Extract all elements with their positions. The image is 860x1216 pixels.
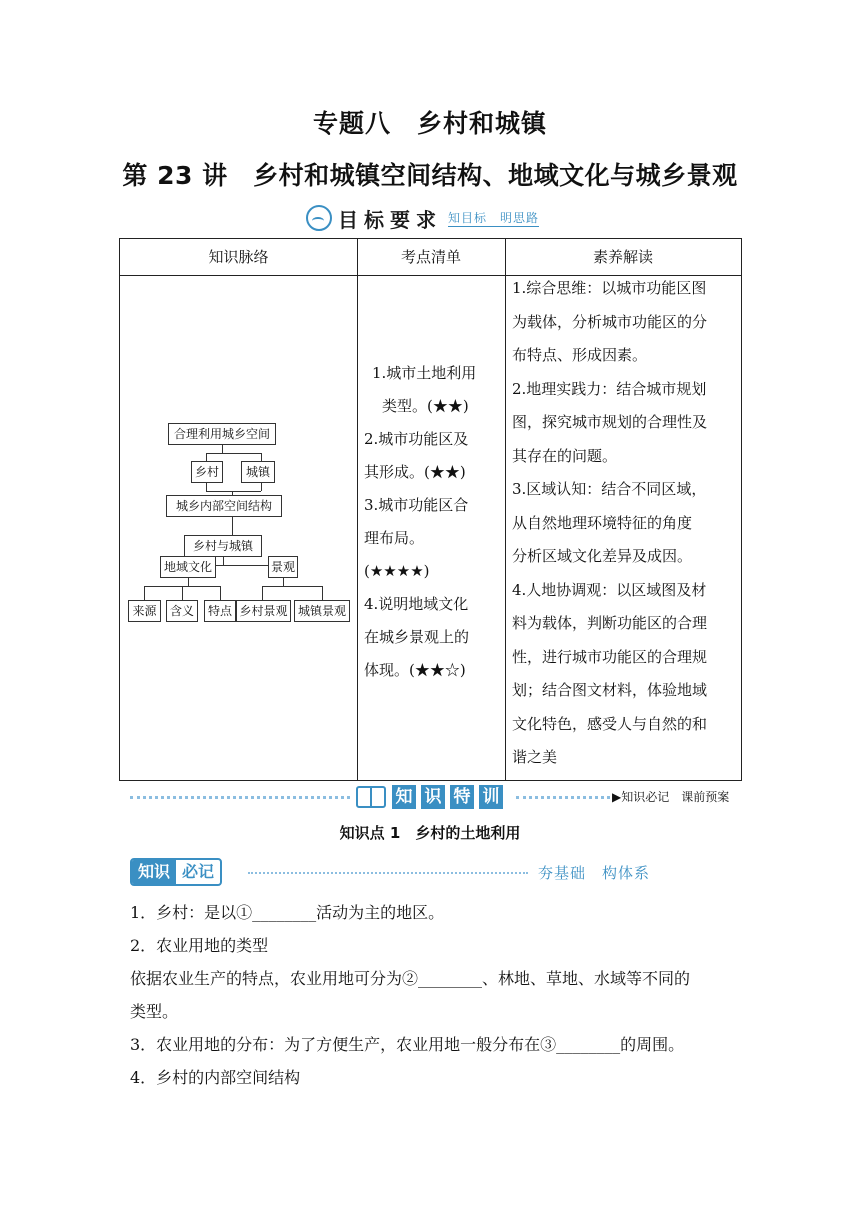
literacy-line: 2.地理实践力：结合城市规划 xyxy=(512,379,707,398)
dotted-rule xyxy=(516,796,610,799)
exam-point-line: 3.城市功能区合 xyxy=(364,496,469,514)
exam-point-line: 其形成。(★★) xyxy=(364,463,466,481)
body-line: 4．乡村的内部空间结构 xyxy=(130,1068,301,1087)
knowledge-point-title: 知识点 1 乡村的土地利用 xyxy=(339,824,521,842)
diagram-node-meaning: 含义 xyxy=(166,600,198,622)
literacy-line: 布特点、形成因素。 xyxy=(512,346,648,364)
section-banner-subtitle: ▶知识必记 课前预案 xyxy=(612,790,730,804)
literacy-line: 图，探究城市规划的合理性及 xyxy=(512,413,708,431)
diagram-node-urban: 城镇 xyxy=(241,461,275,483)
literacy-line: 谐之美 xyxy=(512,748,558,766)
diagram-node-origin: 来源 xyxy=(128,600,161,622)
goals-banner xyxy=(306,204,539,232)
literacy-list xyxy=(512,272,742,775)
tag-subtitle: 夯基础 构体系 xyxy=(538,864,651,882)
exam-point-line: 1.城市土地利用 xyxy=(372,364,477,382)
literacy-line: 从自然地理环境特征的角度 xyxy=(512,513,693,532)
diagram-node-features: 特点 xyxy=(204,600,236,622)
diagram-node-urban-landscape: 城镇景观 xyxy=(294,600,350,622)
diagram-node-rural-urban: 乡村与城镇 xyxy=(184,535,262,557)
literacy-line: 4.人地协调观：以区域图及材 xyxy=(512,580,707,599)
book-icon xyxy=(356,786,386,808)
literacy-line: 1.综合思维：以城市功能区图 xyxy=(512,279,707,297)
body-line: 3．农业用地的分布：为了方便生产，农业用地一般分布在③________的周围。 xyxy=(130,1035,685,1054)
topic-title: 专题八 乡村和城镇 xyxy=(312,109,547,138)
section-banner-char: 训 xyxy=(479,785,503,809)
header-exam-points: 考点清单 xyxy=(400,248,461,266)
body-line: 依据农业生产的特点，农业用地可分为②________、林地、草地、水域等不同的 xyxy=(130,969,691,988)
knowledge-tag-left: 知识 xyxy=(132,860,176,884)
section-banner-char: 特 xyxy=(450,785,474,809)
literacy-line: 其存在的问题。 xyxy=(512,446,618,465)
literacy-line: 划；结合图文材料，体验地域 xyxy=(512,681,708,699)
diagram-node-rural: 乡村 xyxy=(191,461,223,483)
exam-point-line: (★★★★) xyxy=(364,562,430,580)
diagram-node-structure: 城乡内部空间结构 xyxy=(166,495,282,517)
literacy-line: 料为载体，判断功能区的合理 xyxy=(512,614,708,632)
header-knowledge: 知识脉络 xyxy=(208,248,269,266)
literacy-line: 性，进行城市功能区的合理规 xyxy=(512,647,708,666)
exam-point-line: 体现。(★★☆) xyxy=(364,661,466,679)
dotted-rule xyxy=(248,872,528,874)
diagram-node-culture: 地域文化 xyxy=(160,556,216,578)
lecture-title: 第 23 讲 乡村和城镇空间结构、地域文化与城乡景观 xyxy=(122,161,738,190)
goals-banner-subtitle: 知目标 明思路 xyxy=(448,211,540,225)
diagram-node-rural-landscape: 乡村景观 xyxy=(236,600,291,622)
target-icon xyxy=(306,205,332,231)
goals-banner-title: 目标要求 xyxy=(338,207,442,232)
dotted-rule xyxy=(130,796,350,799)
literacy-line: 分析区域文化差异及成因。 xyxy=(512,547,693,565)
exam-point-line: 类型。(★★) xyxy=(382,397,469,415)
body-line: 类型。 xyxy=(130,1002,179,1021)
knowledge-tag xyxy=(130,858,222,886)
section-banner xyxy=(356,784,508,810)
header-literacy: 素养解读 xyxy=(592,248,653,266)
section-banner-char: 识 xyxy=(421,785,445,809)
section-banner-char: 知 xyxy=(392,785,416,809)
body-line: 1．乡村：是以①________活动为主的地区。 xyxy=(130,903,445,922)
body-line: 2．农业用地的类型 xyxy=(130,936,269,955)
exam-point-line: 在城乡景观上的 xyxy=(364,628,470,646)
knowledge-tag-right: 必记 xyxy=(182,862,215,881)
knowledge-diagram xyxy=(128,419,358,629)
diagram-node-landscape: 景观 xyxy=(268,556,298,578)
goals-table xyxy=(119,238,742,781)
literacy-line: 3.区域认知：结合不同区域， xyxy=(512,480,707,498)
body-text xyxy=(130,896,740,1094)
exam-point-line: 理布局。 xyxy=(364,529,425,547)
exam-point-line: 4.说明地域文化 xyxy=(364,595,469,613)
exam-point-line: 2.城市功能区及 xyxy=(364,430,469,448)
literacy-line: 为载体，分析城市功能区的分 xyxy=(512,312,708,331)
literacy-line: 文化特色，感受人与自然的和 xyxy=(512,714,708,733)
diagram-node-top: 合理利用城乡空间 xyxy=(168,423,276,445)
exam-points-list xyxy=(364,357,492,687)
table-divider xyxy=(505,239,506,780)
